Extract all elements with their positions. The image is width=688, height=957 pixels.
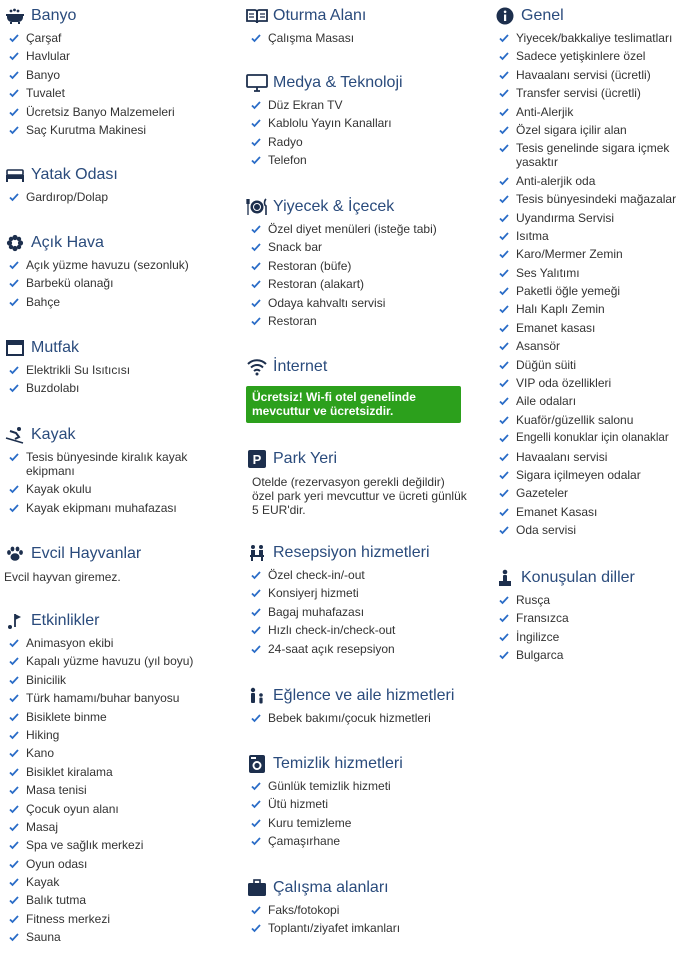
check-icon xyxy=(8,894,20,906)
list-item: Sauna xyxy=(4,930,234,944)
item-list xyxy=(4,450,204,515)
golf-flag-icon xyxy=(4,611,26,631)
check-icon xyxy=(498,124,510,136)
check-icon xyxy=(498,248,510,260)
item-list xyxy=(4,190,234,204)
section-title: Yiyecek & İçecek xyxy=(273,198,395,215)
check-icon xyxy=(8,692,20,704)
section-title: Banyo xyxy=(31,7,77,24)
list-item: Emanet Kasası xyxy=(494,505,686,519)
list-item: Restoran (alakart) xyxy=(246,277,474,291)
list-item: Kapalı yüzme havuzu (yıl boyu) xyxy=(4,654,234,668)
list-item: Balık tutma xyxy=(4,893,234,907)
check-icon xyxy=(498,414,510,426)
check-icon xyxy=(498,432,510,444)
section-title: Yatak Odası xyxy=(31,166,118,183)
list-item: Sigara içilmeyen odalar xyxy=(494,468,686,482)
list-item: Kuaför/güzellik salonu xyxy=(494,413,686,427)
wifi-icon xyxy=(246,357,268,377)
list-item: Rusça xyxy=(494,593,688,607)
list-item: Uyandırma Servisi xyxy=(494,211,686,225)
list-item: Kano xyxy=(4,746,234,760)
briefcase-icon xyxy=(246,878,268,898)
list-item: Saç Kurutma Makinesi xyxy=(4,123,234,137)
list-item: Engelli konuklar için olanaklar xyxy=(494,431,686,445)
wifi-free-text: Wi-fi otel genelinde mevcuttur ve ücretsizdir. xyxy=(252,390,416,418)
list-item: Emanet kasası xyxy=(494,321,686,335)
check-icon xyxy=(250,223,262,235)
check-icon xyxy=(498,612,510,624)
check-icon xyxy=(8,277,20,289)
check-icon xyxy=(8,87,20,99)
list-item: Havaalanı servisi xyxy=(494,450,686,464)
check-icon xyxy=(8,784,20,796)
section-title: Eğlence ve aile hizmetleri xyxy=(273,687,455,704)
check-icon xyxy=(8,124,20,136)
section-title: Park Yeri xyxy=(273,450,338,467)
list-item: Havlular xyxy=(4,49,234,63)
list-item: Bisiklete binme xyxy=(4,710,234,724)
check-icon xyxy=(498,175,510,187)
list-item: Isıtma xyxy=(494,229,686,243)
list-item: Ücretsiz Banyo Malzemeleri xyxy=(4,105,234,119)
check-icon xyxy=(8,451,20,463)
list-item: Bulgarca xyxy=(494,648,688,662)
item-list xyxy=(246,568,474,656)
svg-text:P: P xyxy=(252,452,262,467)
check-icon xyxy=(498,50,510,62)
list-item: Günlük temizlik hizmeti xyxy=(246,779,474,793)
section-title: Genel xyxy=(521,7,564,24)
list-item: Banyo xyxy=(4,68,234,82)
check-icon xyxy=(498,524,510,536)
check-icon xyxy=(8,766,20,778)
check-icon xyxy=(250,32,262,44)
list-item: Transfer servisi (ücretli) xyxy=(494,86,686,100)
list-item: Anti-alerjik oda xyxy=(494,174,686,188)
list-item: Snack bar xyxy=(246,240,474,254)
check-icon xyxy=(8,839,20,851)
check-icon xyxy=(8,858,20,870)
list-item: Bagaj muhafazası xyxy=(246,605,474,619)
check-icon xyxy=(498,506,510,518)
family-icon xyxy=(246,686,268,706)
check-icon xyxy=(8,364,20,376)
section-internet xyxy=(246,355,474,423)
check-icon xyxy=(8,259,20,271)
item-list xyxy=(494,31,686,537)
check-icon xyxy=(250,297,262,309)
list-item: Barbekü olanağı xyxy=(4,276,234,290)
list-item: Spa ve sağlık merkezi xyxy=(4,838,234,852)
check-icon xyxy=(8,382,20,394)
list-item: Bisiklet kiralama xyxy=(4,765,234,779)
check-icon xyxy=(498,193,510,205)
check-icon xyxy=(498,87,510,99)
section-title: Medya & Teknoloji xyxy=(273,74,403,91)
list-item: Tesis bünyesindeki mağazalar xyxy=(494,192,686,206)
monitor-icon xyxy=(246,73,268,93)
check-icon xyxy=(8,747,20,759)
check-icon xyxy=(250,587,262,599)
check-icon xyxy=(8,69,20,81)
list-item: Bahçe xyxy=(4,295,234,309)
check-icon xyxy=(498,322,510,334)
list-item: Buzdolabı xyxy=(4,381,234,395)
wifi-free-label: Ücretsiz! xyxy=(252,390,303,404)
check-icon xyxy=(8,913,20,925)
check-icon xyxy=(250,117,262,129)
list-item: Çocuk oyun alanı xyxy=(4,802,234,816)
list-item: Radyo xyxy=(246,135,474,149)
list-item: Kayak okulu xyxy=(4,482,204,496)
list-item: Özel check-in/-out xyxy=(246,568,474,582)
check-icon xyxy=(498,303,510,315)
section-oturma-alani xyxy=(246,4,474,49)
check-icon xyxy=(498,285,510,297)
item-list xyxy=(246,779,474,848)
list-item: Paketli öğle yemeği xyxy=(494,284,686,298)
check-icon xyxy=(8,729,20,741)
item-list xyxy=(246,98,474,167)
list-item: Ses Yalıtımı xyxy=(494,266,686,280)
list-item: Havaalanı servisi (ücretli) xyxy=(494,68,686,82)
flower-icon xyxy=(4,233,26,253)
check-icon xyxy=(498,631,510,643)
list-item: Düz Ekran TV xyxy=(246,98,474,112)
section-banyo xyxy=(4,4,234,141)
book-icon xyxy=(246,6,268,26)
list-item: Bebek bakımı/çocuk hizmetleri xyxy=(246,711,474,725)
list-item: Tuvalet xyxy=(4,86,234,100)
list-item: Düğün süiti xyxy=(494,358,686,372)
section-acik-hava xyxy=(4,231,234,313)
list-item: İngilizce xyxy=(494,630,688,644)
check-icon xyxy=(250,780,262,792)
list-item: Karo/Mermer Zemin xyxy=(494,247,686,261)
list-item: Tesis bünyesinde kiralık kayak ekipmanı xyxy=(4,450,204,478)
list-item: Çamaşırhane xyxy=(246,834,474,848)
list-item: Halı Kaplı Zemin xyxy=(494,302,686,316)
list-item: Açık yüzme havuzu (sezonluk) xyxy=(4,258,234,272)
section-yiyecek-icecek xyxy=(246,195,474,332)
check-icon xyxy=(498,451,510,463)
info-icon xyxy=(494,6,516,26)
list-item: Kayak ekipmanı muhafazası xyxy=(4,501,204,515)
list-item: Telefon xyxy=(246,153,474,167)
check-icon xyxy=(498,106,510,118)
check-icon xyxy=(250,817,262,829)
list-item: Çarşaf xyxy=(4,31,234,45)
section-title: Konuşulan diller xyxy=(521,569,635,586)
check-icon xyxy=(8,674,20,686)
list-item: Fitness merkezi xyxy=(4,912,234,926)
check-icon xyxy=(8,655,20,667)
check-icon xyxy=(8,32,20,44)
check-icon xyxy=(498,649,510,661)
list-item: Masa tenisi xyxy=(4,783,234,797)
section-mutfak xyxy=(4,336,234,400)
bathtub-icon xyxy=(4,6,26,26)
bed-icon xyxy=(4,165,26,185)
list-item: Türk hamamı/buhar banyosu xyxy=(4,691,234,705)
check-icon xyxy=(8,483,20,495)
list-item: Tesis genelinde sigara içmek yasaktır xyxy=(494,141,686,169)
list-item: Oyun odası xyxy=(4,857,234,871)
list-item: Elektrikli Su Isıtıcısı xyxy=(4,363,234,377)
check-icon xyxy=(250,154,262,166)
list-item: Konsiyerj hizmeti xyxy=(246,586,474,600)
list-item: Özel diyet menüleri (isteğe tabi) xyxy=(246,222,474,236)
check-icon xyxy=(498,359,510,371)
item-list xyxy=(246,711,474,725)
section-yatak-odasi xyxy=(4,163,234,208)
check-icon xyxy=(8,711,20,723)
list-item: Gazeteler xyxy=(494,486,686,500)
pets-note: Evcil hayvan giremez. xyxy=(4,570,121,584)
check-icon xyxy=(250,624,262,636)
list-item: 24-saat açık resepsiyon xyxy=(246,642,474,656)
item-list xyxy=(246,31,474,45)
section-title: Etkinlikler xyxy=(31,612,100,629)
paw-icon xyxy=(4,544,26,564)
section-eglence-aile xyxy=(246,684,474,729)
section-kayak xyxy=(4,423,234,519)
list-item: Özel sigara içilir alan xyxy=(494,123,686,137)
check-icon xyxy=(498,142,510,154)
item-list xyxy=(4,636,234,944)
list-item: Sadece yetişkinlere özel xyxy=(494,49,686,63)
section-medya-teknoloji xyxy=(246,71,474,172)
check-icon xyxy=(8,296,20,308)
section-title: Mutfak xyxy=(31,339,80,356)
item-list xyxy=(246,903,474,935)
check-icon xyxy=(250,798,262,810)
list-item: Fransızca xyxy=(494,611,688,625)
list-item: Hızlı check-in/check-out xyxy=(246,623,474,637)
check-icon xyxy=(498,469,510,481)
check-icon xyxy=(498,230,510,242)
washing-machine-icon xyxy=(246,754,268,774)
check-icon xyxy=(498,340,510,352)
check-icon xyxy=(8,50,20,62)
parking-note: Otelde (rezervasyon gerekli değildir) özel park yeri mevcuttur ve ücreti günlük 5 EUR'dir. xyxy=(252,475,467,517)
item-list xyxy=(246,222,474,328)
check-icon xyxy=(498,395,510,407)
check-icon xyxy=(8,931,20,943)
list-item: Hiking xyxy=(4,728,234,742)
check-icon xyxy=(8,821,20,833)
section-title: Temizlik hizmetleri xyxy=(273,755,403,772)
check-icon xyxy=(250,904,262,916)
speaker-person-icon xyxy=(494,568,516,588)
parking-icon xyxy=(246,449,268,469)
check-icon xyxy=(498,377,510,389)
list-item: Faks/fotokopi xyxy=(246,903,474,917)
check-icon xyxy=(8,803,20,815)
list-item: Aile odaları xyxy=(494,394,686,408)
check-icon xyxy=(250,99,262,111)
list-item: Animasyon ekibi xyxy=(4,636,234,650)
section-title: Çalışma alanları xyxy=(273,879,389,896)
item-list xyxy=(4,31,234,137)
check-icon xyxy=(250,569,262,581)
section-genel xyxy=(494,4,688,542)
section-title: Oturma Alanı xyxy=(273,7,367,24)
check-icon xyxy=(250,136,262,148)
item-list xyxy=(4,363,234,395)
list-item: Masaj xyxy=(4,820,234,834)
item-list xyxy=(4,258,234,309)
list-item: Toplantı/ziyafet imkanları xyxy=(246,921,474,935)
section-title: Açık Hava xyxy=(31,234,104,251)
list-item: Kablolu Yayın Kanalları xyxy=(246,116,474,130)
check-icon xyxy=(498,594,510,606)
skier-icon xyxy=(4,425,26,445)
list-item: Kayak xyxy=(4,875,234,889)
list-item: Oda servisi xyxy=(494,523,686,537)
section-calisma-alanlari xyxy=(246,876,474,940)
section-konusulan-diller xyxy=(494,566,688,667)
check-icon xyxy=(498,212,510,224)
list-item: Gardırop/Dolap xyxy=(4,190,234,204)
check-icon xyxy=(250,712,262,724)
check-icon xyxy=(8,191,20,203)
list-item: Çalışma Masası xyxy=(246,31,474,45)
check-icon xyxy=(250,835,262,847)
reception-icon xyxy=(246,543,268,563)
check-icon xyxy=(250,241,262,253)
list-item: Binicilik xyxy=(4,673,234,687)
check-icon xyxy=(250,260,262,272)
kitchen-window-icon xyxy=(4,338,26,358)
list-item: Odaya kahvaltı servisi xyxy=(246,296,474,310)
check-icon xyxy=(8,106,20,118)
section-etkinlikler xyxy=(4,609,234,949)
section-evcil-hayvanlar xyxy=(4,542,234,584)
check-icon xyxy=(250,606,262,618)
list-item: Restoran (büfe) xyxy=(246,259,474,273)
check-icon xyxy=(250,922,262,934)
check-icon xyxy=(498,267,510,279)
section-title: Evcil Hayvanlar xyxy=(31,545,142,562)
check-icon xyxy=(250,278,262,290)
section-park-yeri xyxy=(246,447,474,517)
section-temizlik xyxy=(246,752,474,853)
check-icon xyxy=(8,637,20,649)
check-icon xyxy=(498,69,510,81)
list-item: Yiyecek/bakkaliye teslimatları xyxy=(494,31,686,45)
check-icon xyxy=(8,876,20,888)
plate-cutlery-icon xyxy=(246,197,268,217)
item-list xyxy=(494,593,688,662)
list-item: Ütü hizmeti xyxy=(246,797,474,811)
section-title: İnternet xyxy=(273,358,328,375)
check-icon xyxy=(498,32,510,44)
list-item: Asansör xyxy=(494,339,686,353)
section-title: Kayak xyxy=(31,426,76,443)
list-item: Kuru temizleme xyxy=(246,816,474,830)
wifi-free-banner xyxy=(246,386,461,423)
check-icon xyxy=(498,487,510,499)
list-item: Restoran xyxy=(246,314,474,328)
list-item: VIP oda özellikleri xyxy=(494,376,686,390)
check-icon xyxy=(8,502,20,514)
check-icon xyxy=(250,643,262,655)
check-icon xyxy=(250,315,262,327)
section-title: Resepsiyon hizmetleri xyxy=(273,544,430,561)
list-item: Anti-Alerjik xyxy=(494,105,686,119)
section-resepsiyon xyxy=(246,541,474,660)
